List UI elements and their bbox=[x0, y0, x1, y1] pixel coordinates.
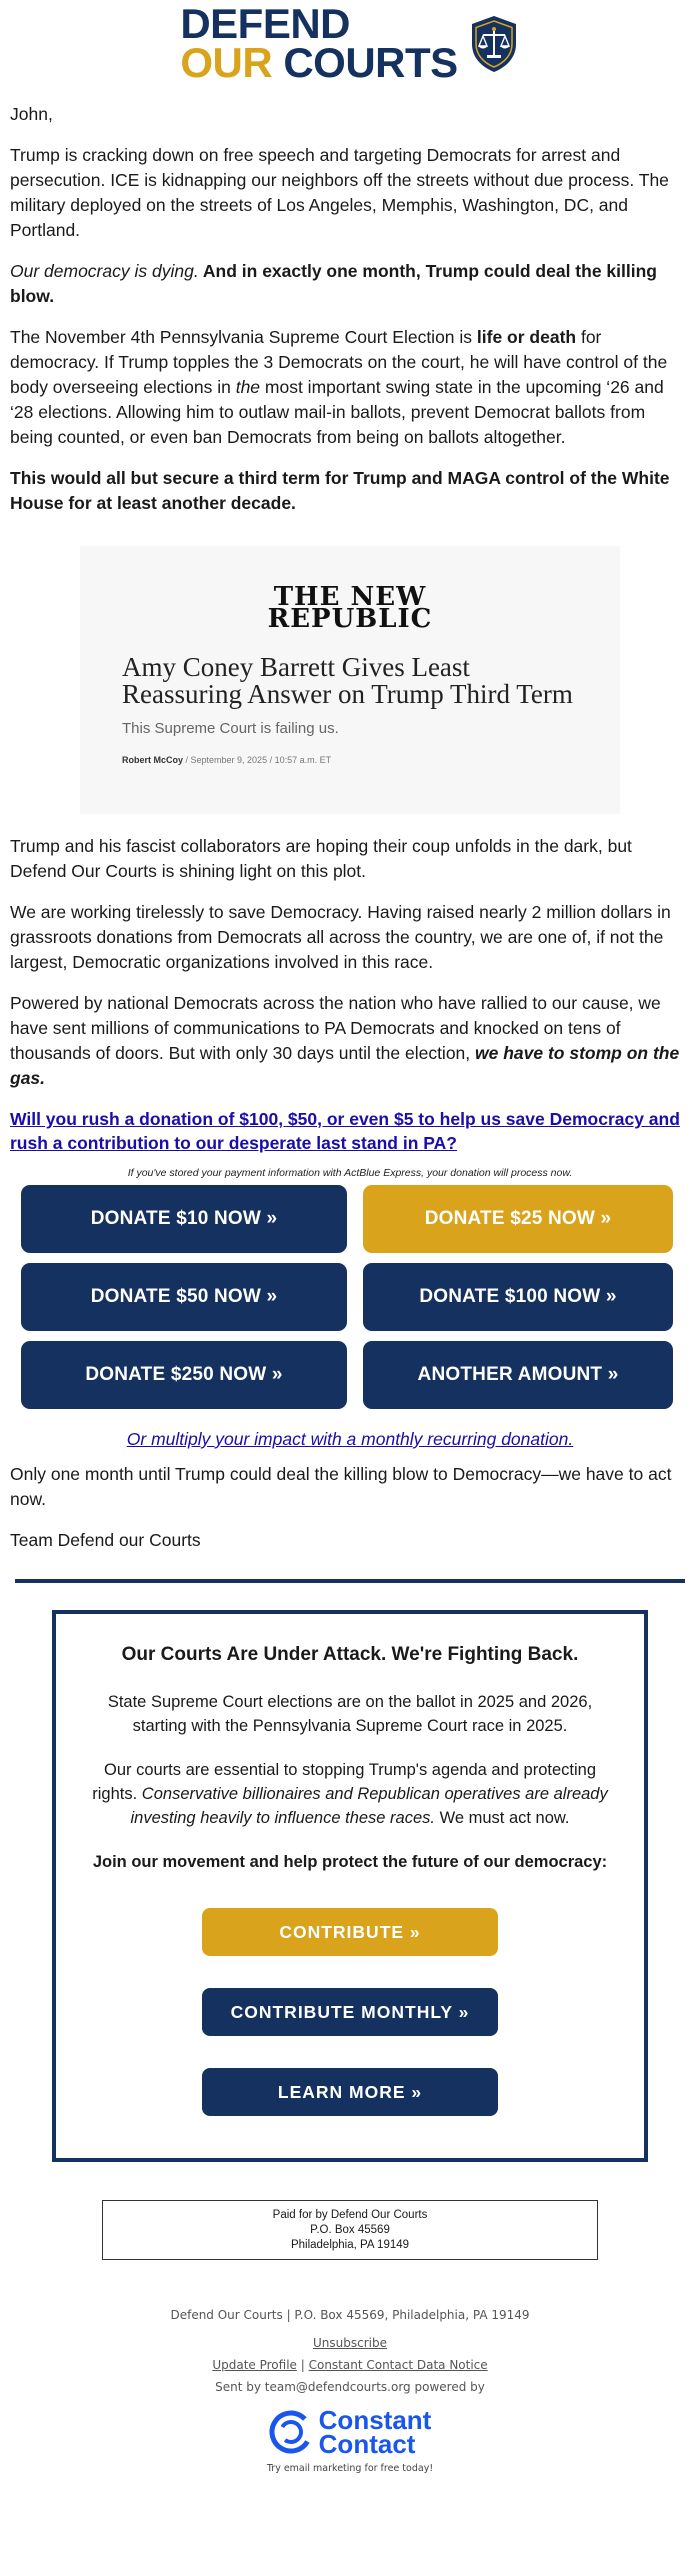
stomp-gas-text-2: we have to stomp on the gas. bbox=[10, 1043, 680, 1088]
paragraph-stomp-gas bbox=[10, 991, 690, 1091]
paragraph-pa-election bbox=[10, 325, 690, 450]
paid-for-line: Paid for by Defend Our Courts bbox=[272, 2209, 428, 2221]
box-paragraph-elections: State Supreme Court elections are on the ballot in 2025 and 2026, starting with the Pennsylvania Supreme Court race in 2025. bbox=[107, 1693, 593, 1735]
box-join-movement: Join our movement and help protect the future of our democracy: bbox=[92, 1853, 608, 1871]
update-profile-link[interactable]: Update Profile bbox=[212, 2358, 297, 2372]
data-notice-link[interactable]: Constant Contact Data Notice bbox=[308, 2358, 488, 2372]
article-byline bbox=[122, 755, 578, 765]
paragraph-democracy-dying bbox=[10, 259, 690, 309]
unsubscribe-link[interactable]: Unsubscribe bbox=[313, 2336, 387, 2350]
paid-city-line: Philadelphia, PA 19149 bbox=[290, 2239, 410, 2251]
constant-contact-mark-icon bbox=[269, 2410, 313, 2454]
contribute-monthly-button[interactable]: CONTRIBUTE MONTHLY » bbox=[202, 1988, 498, 2036]
paragraph-shining-light: Trump and his fascist collaborators are hoping their coup unfolds in the dark, but Defend Our Courts is shining light on this plot. bbox=[10, 836, 632, 881]
contribute-button[interactable]: CONTRIBUTE » bbox=[202, 1908, 498, 1956]
new-republic-masthead bbox=[122, 582, 578, 634]
masthead-line-1: THE NEW bbox=[273, 582, 427, 612]
democracy-dying-text: Our democracy is dying. bbox=[10, 261, 199, 281]
donate-button-grid bbox=[21, 1185, 700, 1409]
article-headline: Amy Coney Barrett Gives Least Reassuring Answer on Trump Third Term bbox=[122, 652, 573, 709]
monthly-donation-link[interactable]: Or multiply your impact with a monthly recurring donation. bbox=[126, 1429, 574, 1449]
cc-word-contact: Contact bbox=[318, 2429, 416, 2459]
actblue-express-note: If you've stored your payment information with ActBlue Express, your donation will process now. bbox=[127, 1167, 573, 1179]
paragraph-third-term: This would all but secure a third term for Trump and MAGA control of the White House for at least another decade. bbox=[10, 468, 670, 513]
footer-address: Defend Our Courts | P.O. Box 45569, Philadelphia, PA 19149 bbox=[170, 2308, 530, 2322]
email-body-3 bbox=[0, 1429, 700, 1553]
act-now-text: We must act now. bbox=[435, 1809, 570, 1827]
pa-election-text-2: for democracy. If Trump topples the 3 Democrats on the court, he will have control of the body overseeing elections in bbox=[10, 327, 668, 397]
paragraph-crackdown: Trump is cracking down on free speech and targeting Democrats for arrest and persecution. ICE is kidnapping our neighbors off the streets without due process. The military deployed on the streets of Los Angeles, Memphis, Washington, DC, and Portland. bbox=[10, 145, 669, 240]
constant-contact-wordmark bbox=[318, 2405, 432, 2459]
paragraph-act-now: Only one month until Trump could deal the killing blow to Democracy—we have to act now. bbox=[10, 1464, 672, 1509]
scales-of-justice-shield-icon bbox=[468, 14, 520, 74]
signoff: Team Defend our Courts bbox=[10, 1530, 201, 1550]
logo-word-our: OUR bbox=[180, 39, 273, 86]
greeting: John, bbox=[10, 104, 53, 124]
article-author: Robert McCoy bbox=[122, 755, 184, 765]
paid-po-box-line: P.O. Box 45569 bbox=[310, 2224, 390, 2236]
donate-250-button[interactable]: DONATE $250 NOW » bbox=[21, 1341, 347, 1409]
courts-essential-text: Our courts are essential to stopping Trump's agenda and protecting rights. bbox=[92, 1761, 597, 1803]
box-paragraph-courts-essential bbox=[86, 1758, 614, 1830]
logo-line-defend: DEFEND bbox=[180, 0, 350, 48]
donate-10-button[interactable]: DONATE $10 NOW » bbox=[21, 1185, 347, 1253]
another-amount-button[interactable]: ANOTHER AMOUNT » bbox=[363, 1341, 673, 1409]
email-footer bbox=[0, 2304, 700, 2480]
sent-by-text: Sent by team@defendcourts.org powered by bbox=[215, 2380, 485, 2394]
cc-tagline: Try email marketing for free today! bbox=[266, 2463, 434, 2474]
masthead-line-2: REPUBLIC bbox=[267, 604, 433, 634]
paragraph-working-tirelessly: We are working tirelessly to save Democracy. Having raised nearly 2 million dollars in grassroots donations from Democrats all across the country, we are one of, if not the largest, Democratic organizations involved in this race. bbox=[10, 902, 671, 972]
article-subhead: This Supreme Court is failing us. bbox=[122, 720, 339, 737]
email-body-2 bbox=[0, 834, 700, 1179]
logo-wordmark bbox=[180, 0, 458, 86]
stomp-gas-text-1: Powered by national Democrats across the nation who have rallied to our cause, we have sent millions of communications to PA Democrats and knocked on tens of thousands of doors. But with only 30 days until the election, bbox=[10, 993, 661, 1063]
pa-election-text-1: The November 4th Pennsylvania Supreme Court Election is bbox=[10, 327, 477, 347]
constant-contact-logo[interactable] bbox=[0, 2405, 700, 2459]
donate-100-button[interactable]: DONATE $100 NOW » bbox=[363, 1263, 673, 1331]
section-divider bbox=[15, 1579, 685, 1583]
learn-more-button[interactable]: LEARN MORE » bbox=[202, 2068, 498, 2116]
defend-our-courts-logo[interactable] bbox=[0, 0, 700, 84]
footer-separator: | bbox=[296, 2358, 309, 2372]
logo-word-courts: COURTS bbox=[283, 39, 458, 86]
cc-word-constant: Constant bbox=[318, 2405, 432, 2435]
donate-25-button[interactable]: DONATE $25 NOW » bbox=[363, 1185, 673, 1253]
donation-ask-link[interactable]: Will you rush a donation of $100, $50, or even $5 to help us save Democracy and rush a contribution to our desperate last stand in PA? bbox=[10, 1109, 680, 1153]
donate-50-button[interactable]: DONATE $50 NOW » bbox=[21, 1263, 347, 1331]
life-or-death-text: life or death bbox=[476, 327, 577, 347]
box-title: Our Courts Are Under Attack. We're Fighting Back. bbox=[121, 1644, 579, 1665]
killing-blow-text: And in exactly one month, Trump could deal the killing blow. bbox=[10, 261, 657, 306]
new-republic-article-image[interactable] bbox=[80, 546, 620, 814]
article-date: / September 9, 2025 / 10:57 a.m. ET bbox=[183, 755, 332, 765]
billionaires-text: Conservative billionaires and Republican operatives are already investing heavily to influence these races. bbox=[130, 1785, 608, 1827]
paid-for-disclaimer bbox=[102, 2200, 598, 2260]
courts-under-attack-box bbox=[52, 1610, 648, 2162]
pa-election-text-3: most important swing state in the upcoming ‘26 and ‘28 elections. Allowing him to outlaw mail-in ballots, prevent Democrat ballots from being counted, or even ban Democrats from being on ballots altogether. bbox=[10, 377, 664, 447]
the-emphasis-text: the bbox=[235, 377, 261, 397]
logo-line-our-courts bbox=[180, 39, 458, 86]
email-body bbox=[0, 102, 700, 516]
